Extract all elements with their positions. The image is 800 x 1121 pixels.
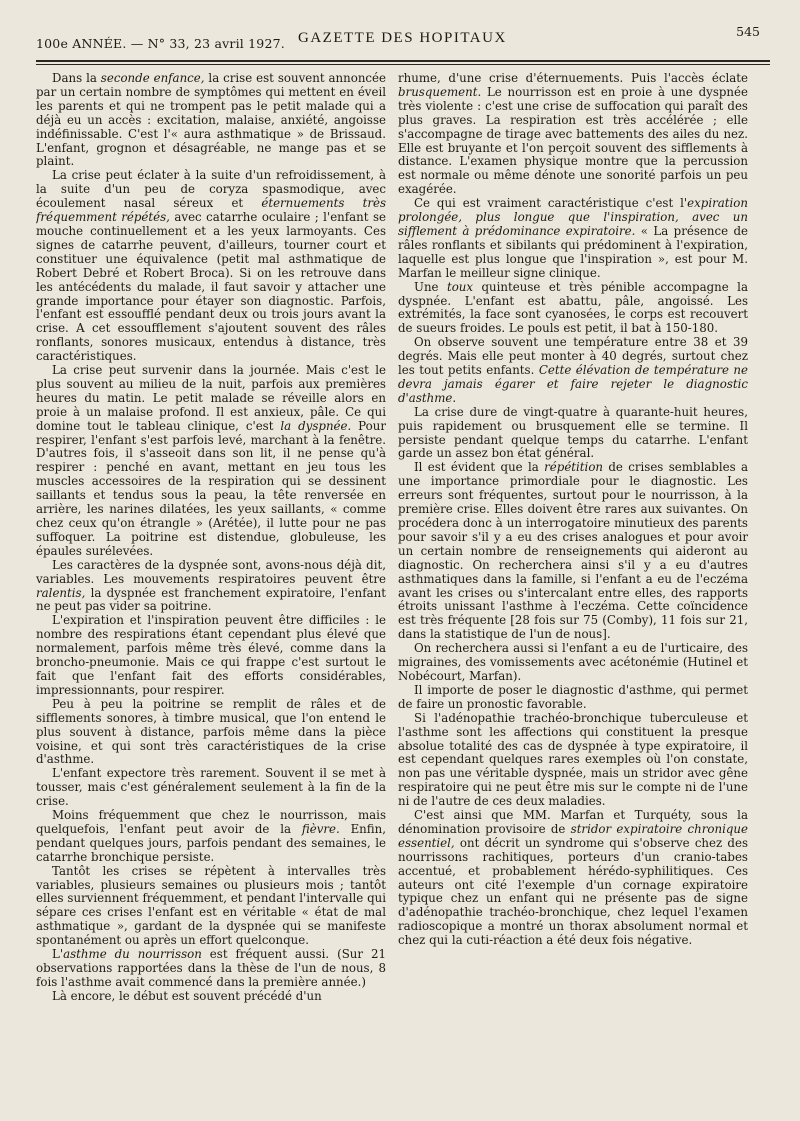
- emphasis-text: la dyspnée.: [280, 418, 352, 433]
- emphasis-text: Cette élévation de température ne devra jamais égarer et faire rejeter le diagnostic d'asthme.: [398, 363, 748, 405]
- paragraph-text: Le nourrisson est en proie à une dyspnée très violente : c'est une crise de suffocation qui paraît des plus graves. La respiration est très accélérée ; elle s'accompagne de tirage avec battements des ailes du nez. Elle est bruyante et l'on perçoit souvent des sifflements à distance. L'examen physique montre que la percussion est normale ou même dénote une sonorité parfois un peu exagérée.: [398, 84, 748, 197]
- right-column: [398, 72, 748, 1112]
- paragraph-text: La crise peut éclater à la suite d'un refroidissement, à la suite d'un peu de coryza spasmodique, avec écoulement nasal séreux et: [36, 168, 386, 211]
- paragraph: [398, 712, 748, 809]
- running-header: [36, 22, 770, 62]
- emphasis-text: toux: [446, 279, 474, 294]
- paragraph-text: quinteuse et très pénible accompagne la dyspnée. L'enfant est abattu, pâle, angoissé. Les extrémités, la face sont cyanosées, le corps est recouvert de sueurs froides. Le pouls est petit, il bat à 150-180.: [398, 279, 748, 336]
- paragraph-text: On observe souvent une température entre 38 et 39 degrés. Mais elle peut monter à 40 degrés, surtout chez les tout petits enfants.: [398, 335, 748, 378]
- paragraph: [36, 169, 386, 364]
- paragraph-text: « La présence de râles ronflants et sibilants qui prédominent à l'expiration, laquelle est plus longue que l'inspiration », est pour M. Marfan le meilleur signe clinique.: [398, 223, 748, 280]
- paragraph: [398, 684, 748, 712]
- emphasis-text: seconde enfance,: [100, 72, 205, 85]
- paragraph-text: C'est ainsi que MM. Marfan et Turquéty, sous la dénomination provisoire de: [398, 808, 748, 836]
- paragraph: [36, 767, 386, 809]
- paragraph: [36, 990, 386, 1004]
- emphasis-text: répétition: [544, 460, 604, 475]
- paragraph-text: L': [52, 947, 64, 962]
- paragraph-text: Moins fréquemment que chez le nourrisson, mais quelquefois, l'enfant peut avoir de la: [36, 808, 386, 836]
- paragraph-text: Il importe de poser le diagnostic d'asthme, qui permet de faire un pronostic favorable.: [398, 682, 748, 711]
- paragraph-text: On recherchera aussi si l'enfant a eu de l'urticaire, des migraines, des vomissements avec acétonémie (Hutinel et Nobécourt, Marfan).: [398, 641, 748, 683]
- emphasis-text: fièvre.: [301, 821, 340, 836]
- paragraph: [398, 281, 748, 337]
- emphasis-text: éternuements très fréquemment répétés,: [36, 196, 386, 225]
- paragraph: [36, 809, 386, 865]
- paragraph-text: ont décrit un syndrome qui s'observe chez des nourrissons rachitiques, porteurs d'un cranio-tabes accentué, et probablement hérédo-syphilitiques. Ces auteurs ont cité l'exemple d'un cornage expiratoire typique chez un enfant qui ne présente pas de signe d'adénopathie trachéo-bronchique, chez lequel l'examen radioscopique a montré un thorax absolument normal et chez qui la cuti-réaction a été deux fois négative.: [398, 835, 748, 948]
- paragraph-text: Une: [414, 279, 447, 294]
- left-column: [36, 72, 386, 1112]
- paragraph-text: L'enfant expectore très rarement. Souvent il se met à tousser, mais c'est généralement seulement à la fin de la crise.: [36, 766, 386, 809]
- paragraph: [36, 614, 386, 697]
- paragraph-text: Les caractères de la dyspnée sont, avons-nous déjà dit, variables. Les mouvements respiratoires peuvent être: [36, 557, 386, 586]
- paragraph: [398, 809, 748, 948]
- emphasis-text: stridor expiratoire chronique essentiel,: [398, 821, 748, 850]
- paragraph-text: La crise peut survenir dans la journée. Mais c'est le plus souvent au milieu de la nuit, parfois aux premières heures du matin. Le petit malade se réveille alors en proie à un malaise profond. Il est anxieux, pâle. Ce qui domine tout le tableau clinique, c'est: [36, 363, 386, 433]
- emphasis-text: asthme du nourrisson: [63, 947, 202, 962]
- header-rule-thin: [36, 64, 770, 65]
- paragraph: [398, 197, 748, 280]
- paragraph-text: Enfin, pendant quelques jours, parfois pendant des semaines, le catarrhe bronchique persiste.: [36, 821, 386, 864]
- paragraph: [398, 72, 748, 197]
- paragraph-text: La crise dure de vingt-quatre à quarante-huit heures, puis rapidement ou brusquement elle se termine. Il persiste pendant quelque temps du catarrhe. L'enfant garde un assez bon état général.: [398, 404, 748, 461]
- paragraph-text: Tantôt les crises se répètent à intervalles très variables, plusieurs semaines ou plusieurs mois ; tantôt elles surviennent fréquemment, et pendant l'intervalle qui sépare ces crises l'enfant est en véritable « état de mal asthmatique », gardant de la dyspnée qui se manifeste spontanément ou après un effort quelconque.: [36, 863, 386, 948]
- paragraph: [398, 406, 748, 462]
- issue-info: 100e ANNÉE. — N° 33, 23 avril 1927.: [36, 36, 285, 51]
- paragraph-text: Ce qui est vraiment caractéristique c'est l': [414, 196, 688, 211]
- paragraph-text: Dans la: [52, 72, 101, 85]
- paragraph-text: L'expiration et l'inspiration peuvent être difficiles : le nombre des respirations étant cependant plus élevé que normalement, parfois même très élevé, comme dans la broncho-pneumonie. Mais ce qui frappe c'est surtout le fait que l'enfant fait des efforts considérables, impressionnants, pour respirer.: [36, 613, 386, 697]
- paragraph: [398, 461, 748, 642]
- paragraph: [36, 698, 386, 768]
- paragraph-text: Là encore, le début est souvent précédé d'un: [52, 988, 322, 1003]
- emphasis-text: ralentis,: [36, 585, 86, 600]
- paragraph: [36, 72, 386, 169]
- page-number: 545: [736, 24, 760, 39]
- paragraph-text: de crises semblables a une importance primordiale pour le diagnostic. Les erreurs sont fréquentes, surtout pour le nourrisson, à la première crise. Elles doivent être rares aux suivantes. On procédera donc à un interrogatoire minutieux des parents pour savoir s'il y a eu des crises analogues et pour avoir un certain nombre de renseignements qui aideront au diagnostic. On recherchera ainsi s'il y a eu d'autres asthmatiques dans la famille, si l'enfant a eu de l'eczéma avant les crises ou s'intercalant entre elles, des rapports étroits unissant l'asthme à l'eczéma. Cette coïncidence est très fréquente [28 fois sur 75 (Comby), 11 fois sur 21, dans la statistique de l'un de nous].: [398, 460, 748, 642]
- emphasis-text: brusquement.: [398, 84, 482, 99]
- paragraph: [398, 336, 748, 406]
- journal-title: GAZETTE DES HOPITAUX: [298, 30, 507, 46]
- paragraph: [398, 642, 748, 684]
- header-rule: [36, 60, 770, 62]
- paragraph-text: Pour respirer, l'enfant s'est parfois levé, marchant à la fenêtre. D'autres fois, il s'asseoit dans son lit, il ne pense qu'à respirer : penché en avant, mettant en jeu tous les muscles accessoires de la respiration qui se dessinent saillants et tendus sous la peau, la tête renversée en arrière, les narines dilatées, les yeux saillants, « comme chez ceux qu'on étrangle » (Arétée), il lutte pour ne pas suffoquer. La poitrine est distendue, globuleuse, les épaules surélevées.: [36, 418, 386, 558]
- paragraph-text: avec catarrhe oculaire ; l'enfant se mouche continuellement et a les yeux larmoyants. Ces signes de catarrhe peuvent, d'ailleurs, tourner court et constituer une équivalence (petit mal asthmatique de Robert Debré et Robert Broca). Si on les retrouve dans les antécédents du malade, il faut savoir y attacher une grande importance pour étayer son diagnostic. Parfois, l'enfant est essoufflé pendant deux ou trois jours avant la crise. A cet essoufflement s'ajoutent souvent des râles ronflants, sonores musicaux, entendus à distance, très caractéristiques.: [36, 210, 386, 364]
- paragraph: [36, 559, 386, 615]
- emphasis-text: expiration prolongée, plus longue que l'inspiration, avec un sifflement à prédominance expiratoire.: [398, 196, 748, 238]
- paragraph: [36, 948, 386, 990]
- paragraph-text: est fréquent aussi. (Sur 21 observations rapportées dans la thèse de l'un de nous, 8 fois l'asthme avait commencé dans la première année.): [36, 947, 386, 989]
- paragraph-text: la crise est souvent annoncée par un certain nombre de symptômes qui mettent en éveil les parents et qui ne trompent pas le petit malade qui a déjà eu un accès : excitation, malaise, anxiété, angoisse indéfinissable. C'est l'« aura asthmatique » de Brissaud. L'enfant, grognon et désagréable, ne mange pas et se plaint.: [36, 72, 386, 169]
- paragraph-text: la dyspnée est franchement expiratoire, l'enfant ne peut pas vider sa poitrine.: [36, 585, 386, 614]
- paragraph: [36, 364, 386, 559]
- paragraph-text: rhume, d'une crise d'éternuements. Puis l'accès éclate: [398, 72, 748, 85]
- paragraph-text: Il est évident que la: [414, 460, 545, 475]
- paragraph: [36, 865, 386, 948]
- paragraph-text: Peu à peu la poitrine se remplit de râles et de sifflements sonores, à timbre musical, que l'on entend le plus souvent à distance, parfois même dans la pièce voisine, et qui sont très caractéristiques de la crise d'asthme.: [36, 696, 386, 767]
- paragraph-text: Si l'adénopathie trachéo-bronchique tuberculeuse et l'asthme sont les affections qui constituent la presque absolue totalité des cas de dyspnée à type expiratoire, il est cependant quelques rares exemples où l'on constate, non pas une véritable dyspnée, mais un stridor avec gêne respiratoire qui ne peut être mis sur le compte ni de l'une ni de l'autre de ces deux maladies.: [398, 710, 748, 809]
